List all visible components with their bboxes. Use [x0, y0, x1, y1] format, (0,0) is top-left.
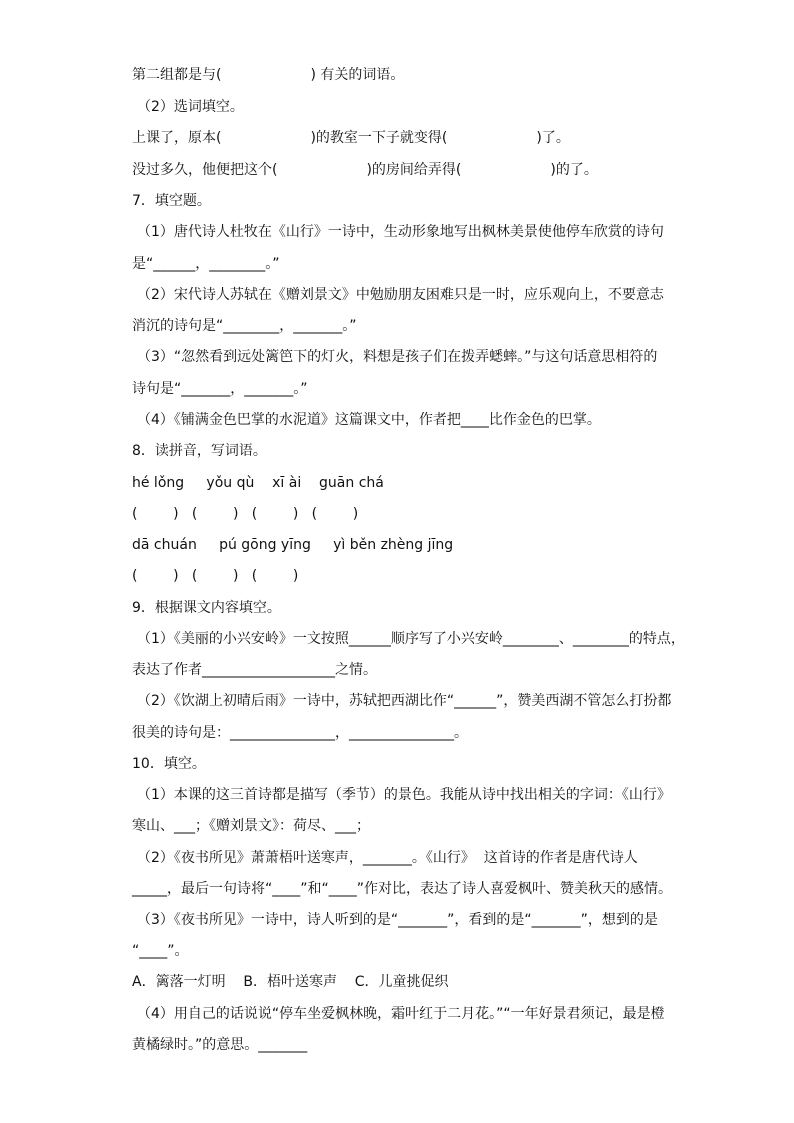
- text-line: _____，最后一句诗将“____”和“____”作对比，表达了诗人喜爱枫叶、赞美秋天的感情。: [132, 881, 673, 897]
- text-line: 很美的诗句是：_______________，_______________。: [132, 725, 468, 741]
- pinyin-line: hé lǒng yǒu qù xī ài guān chá: [132, 475, 384, 491]
- text-line: 第二组都是与( ) 有关的词语。: [132, 67, 405, 83]
- question-heading: 10．填空。: [132, 756, 206, 772]
- text-line: （1）本课的这三首诗都是描写（季节）的景色。我能从诗中找出相关的字词：《山行》: [137, 787, 671, 803]
- text-line: （2）宋代诗人苏轼在《赠刘景文》中勉励朋友困难只是一时，应乐观向上，不要意志: [137, 287, 664, 303]
- text-line: 寒山、___；《赠刘景文》：荷尽、___；: [132, 818, 370, 834]
- text-line: （2）选词填空。: [137, 99, 244, 115]
- answer-options: A．篱落一灯明 B．梧叶送寒声 C．儿童挑促织: [132, 974, 449, 990]
- text-line: 诗句是“_______，_______。”: [132, 381, 308, 397]
- answer-brackets: ( ) ( ) ( ): [132, 568, 299, 584]
- text-line: （1）唐代诗人杜牧在《山行》一诗中，生动形象地写出枫林美景使他停车欣赏的诗句: [137, 224, 664, 240]
- text-line: （4）《铺满金色巴掌的水泥道》这篇课文中，作者把____比作金色的巴掌。: [137, 412, 601, 428]
- text-line: 没过多久，他便把这个( )的房间给弄得( )的了。: [132, 162, 598, 178]
- text-line: 上课了，原本( )的教室一下子就变得( )了。: [132, 130, 570, 146]
- question-heading: 8．读拼音，写词语。: [132, 443, 267, 459]
- text-line: （2）《夜书所见》萧萧梧叶送寒声，_______。《山行》 这首诗的作者是唐代诗人: [137, 850, 638, 866]
- text-line: （3）“忽然看到远处篱笆下的灯火，料想是孩子们在拨弄蟋蟀。”与这句话意思相符的: [137, 349, 658, 365]
- question-heading: 7．填空题。: [132, 193, 211, 209]
- text-line: “____”。: [132, 943, 189, 959]
- text-line: 表达了作者___________________之情。: [132, 662, 377, 678]
- answer-brackets: ( ) ( ) ( ) ( ): [132, 506, 359, 522]
- text-line: （1）《美丽的小兴安岭》一文按照______顺序写了小兴安岭________、________的特点，: [137, 631, 685, 647]
- text-line: （4）用自己的话说说“停车坐爱枫林晚，霜叶红于二月花。”“一年好景君须记，最是橙: [137, 1006, 665, 1022]
- text-line: 黄橘绿时。”的意思。_______: [132, 1037, 308, 1053]
- text-line: 是“______，________。”: [132, 256, 280, 272]
- question-heading: 9．根据课文内容填空。: [132, 600, 281, 616]
- pinyin-line: dā chuán pú gōng yīng yì běn zhèng jīng: [132, 537, 454, 553]
- text-line: （3）《夜书所见》一诗中，诗人听到的是“_______”，看到的是“_______”，想到的是: [137, 912, 658, 928]
- text-line: 消沉的诗句是“________，_______。”: [132, 318, 357, 334]
- text-line: （2）《饮湖上初晴后雨》一诗中，苏轼把西湖比作“______”，赞美西湖不管怎么打扮都: [137, 693, 672, 709]
